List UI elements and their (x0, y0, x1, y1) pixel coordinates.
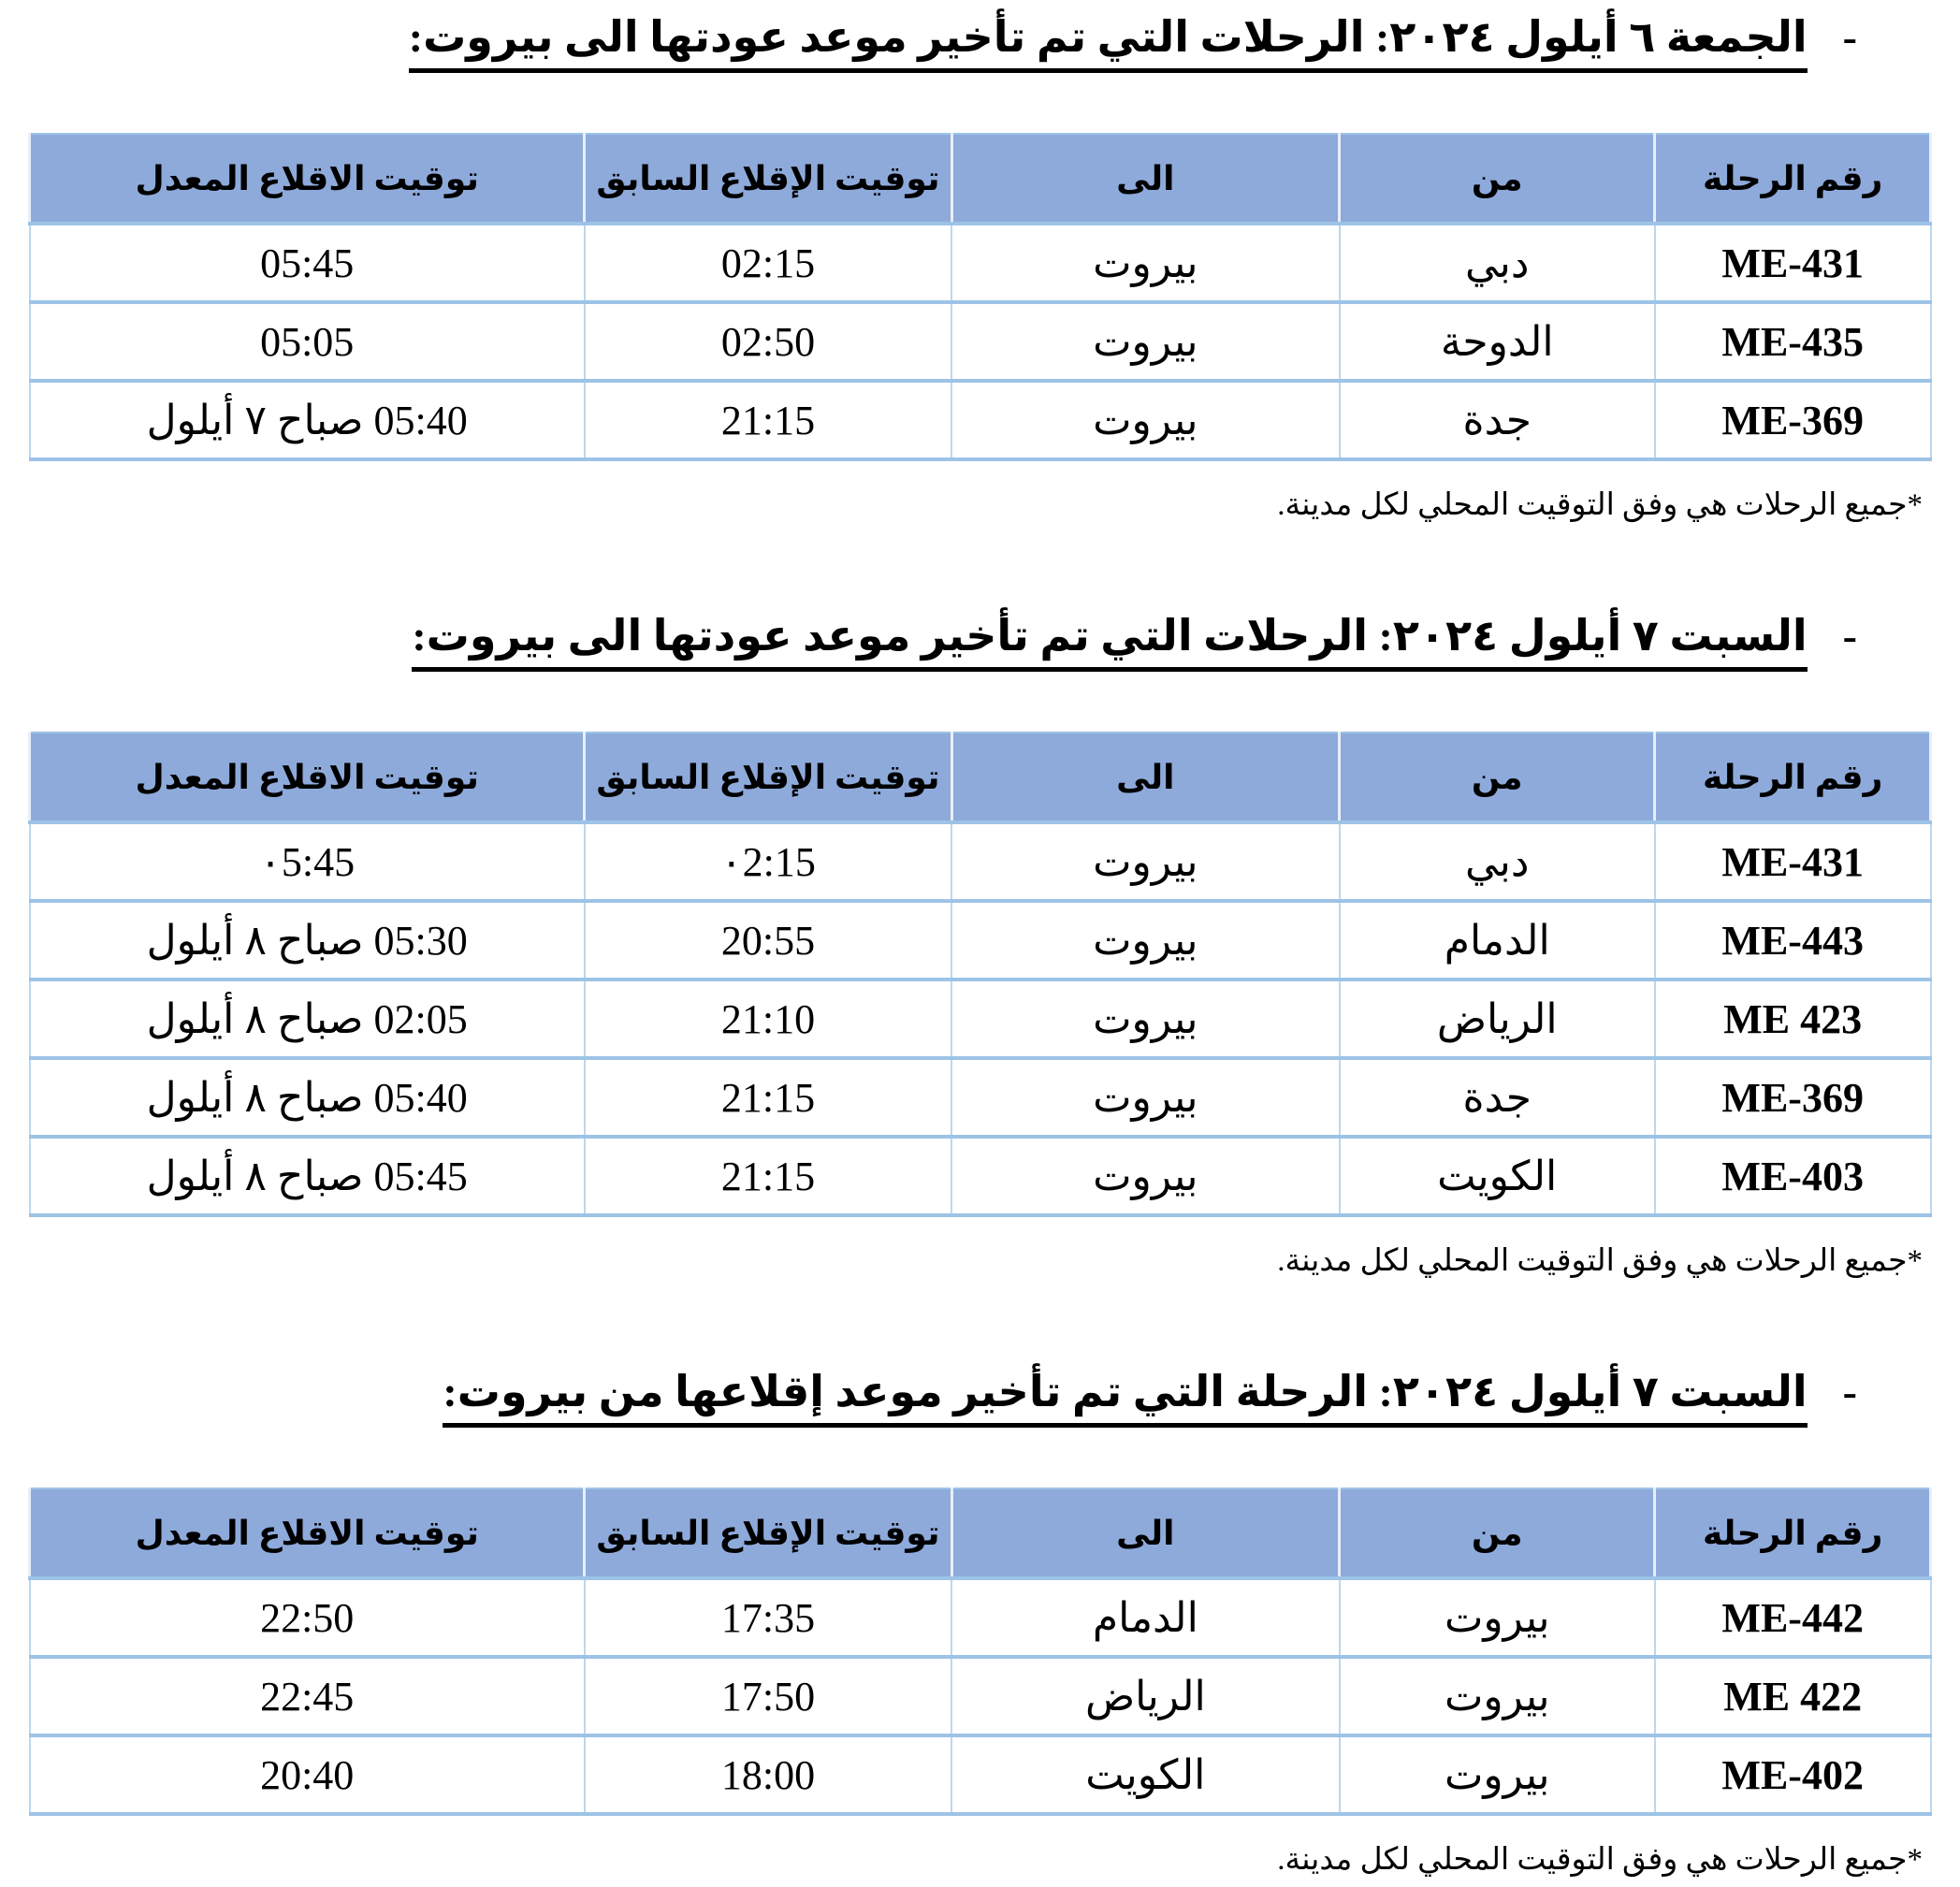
col-destination: الى (951, 134, 1340, 224)
flight-number-cell: ME-443 (1655, 901, 1931, 980)
delayed-departures-table-saturday (28, 1488, 1932, 1816)
delayed-returns-table-saturday (28, 732, 1932, 1217)
previous-departure-cell: ٠2:15 (585, 822, 951, 901)
col-revised-departure: توقيت الاقلاع المعدل (30, 134, 585, 224)
col-previous-departure: توقيت الإقلاع السابق (585, 733, 951, 822)
col-previous-departure: توقيت الإقلاع السابق (585, 1488, 951, 1578)
revised-departure-cell: 05:30 صباح ٨ أيلول (30, 901, 585, 980)
origin-cell: الرياض (1340, 980, 1655, 1058)
local-time-footnote: *جميع الرحلات هي وفق التوقيت المحلي لكل مدينة. (1277, 1843, 1923, 1878)
section-heading (28, 610, 1932, 672)
section-saturday-7-september-returns (28, 610, 1932, 1282)
previous-departure-cell: 21:15 (585, 381, 951, 459)
section-heading (28, 1366, 1932, 1428)
origin-cell: دبي (1340, 224, 1655, 302)
section-friday-6-september (28, 11, 1932, 526)
flight-number-cell: ME 422 (1655, 1657, 1931, 1735)
col-origin: من (1340, 1488, 1655, 1578)
destination-cell: بيروت (951, 381, 1340, 459)
flight-row (30, 822, 1931, 901)
origin-cell: بيروت (1340, 1578, 1655, 1657)
delayed-returns-table-friday (28, 133, 1932, 461)
flight-number-cell: ME-403 (1655, 1137, 1931, 1215)
col-flight-number: رقم الرحلة (1655, 134, 1931, 224)
local-time-footnote: *جميع الرحلات هي وفق التوقيت المحلي لكل مدينة. (1277, 488, 1923, 523)
flight-number-cell: ME-369 (1655, 381, 1931, 459)
origin-cell: جدة (1340, 381, 1655, 459)
previous-departure-cell: 17:50 (585, 1657, 951, 1735)
flight-row (30, 1735, 1931, 1814)
flight-row (30, 1137, 1931, 1215)
destination-cell: بيروت (951, 822, 1340, 901)
previous-departure-cell: 18:00 (585, 1735, 951, 1814)
previous-departure-cell: 02:50 (585, 302, 951, 381)
origin-cell: بيروت (1340, 1735, 1655, 1814)
revised-departure-cell: 02:05 صباح ٨ أيلول (30, 980, 585, 1058)
revised-departure-cell: 05:40 صباح ٨ أيلول (30, 1058, 585, 1137)
revised-departure-cell: 05:45 صباح ٨ أيلول (30, 1137, 585, 1215)
col-destination: الى (951, 1488, 1340, 1578)
destination-cell: الرياض (951, 1657, 1340, 1735)
revised-departure-cell: 22:45 (30, 1657, 585, 1735)
flight-row (30, 901, 1931, 980)
list-dash: - (1842, 13, 1857, 61)
destination-cell: الدمام (951, 1578, 1340, 1657)
destination-cell: بيروت (951, 901, 1340, 980)
revised-departure-cell: 05:05 (30, 302, 585, 381)
section-saturday-7-september-departures (28, 1366, 1932, 1880)
list-dash: - (1842, 1368, 1857, 1416)
origin-cell: جدة (1340, 1058, 1655, 1137)
previous-departure-cell: 21:15 (585, 1058, 951, 1137)
origin-cell: بيروت (1340, 1657, 1655, 1735)
flight-row (30, 1657, 1931, 1735)
origin-cell: الدمام (1340, 901, 1655, 980)
table-header-row (30, 1488, 1931, 1578)
revised-departure-cell: ٠5:45 (30, 822, 585, 901)
flight-row (30, 1578, 1931, 1657)
col-origin: من (1340, 134, 1655, 224)
col-flight-number: رقم الرحلة (1655, 733, 1931, 822)
previous-departure-cell: 21:10 (585, 980, 951, 1058)
previous-departure-cell: 02:15 (585, 224, 951, 302)
destination-cell: الكويت (951, 1735, 1340, 1814)
flight-row (30, 1058, 1931, 1137)
revised-departure-cell: 20:40 (30, 1735, 585, 1814)
flight-number-cell: ME-431 (1655, 224, 1931, 302)
col-origin: من (1340, 733, 1655, 822)
flight-number-cell: ME-435 (1655, 302, 1931, 381)
col-flight-number: رقم الرحلة (1655, 1488, 1931, 1578)
destination-cell: بيروت (951, 1058, 1340, 1137)
col-destination: الى (951, 733, 1340, 822)
flight-row (30, 381, 1931, 459)
col-previous-departure: توقيت الإقلاع السابق (585, 134, 951, 224)
flight-row (30, 224, 1931, 302)
table-header-row (30, 134, 1931, 224)
previous-departure-cell: 20:55 (585, 901, 951, 980)
revised-departure-cell: 22:50 (30, 1578, 585, 1657)
local-time-footnote: *جميع الرحلات هي وفق التوقيت المحلي لكل مدينة. (1277, 1244, 1923, 1279)
flight-number-cell: ME-402 (1655, 1735, 1931, 1814)
flight-number-cell: ME-442 (1655, 1578, 1931, 1657)
destination-cell: بيروت (951, 224, 1340, 302)
flight-row (30, 302, 1931, 381)
origin-cell: دبي (1340, 822, 1655, 901)
table-header-row (30, 733, 1931, 822)
destination-cell: بيروت (951, 1137, 1340, 1215)
previous-departure-cell: 17:35 (585, 1578, 951, 1657)
section-title: السبت ٧ أيلول ٢٠٢٤: الرحلات التي تم تأخير موعد عودتها الى بيروت: (412, 610, 1807, 672)
flight-number-cell: ME-431 (1655, 822, 1931, 901)
flight-row (30, 980, 1931, 1058)
flight-number-cell: ME-369 (1655, 1058, 1931, 1137)
flight-number-cell: ME 423 (1655, 980, 1931, 1058)
section-title: الجمعة ٦ أيلول ٢٠٢٤: الرحلات التي تم تأخير موعد عودتها الى بيروت: (409, 11, 1808, 73)
list-dash: - (1842, 612, 1857, 660)
revised-departure-cell: 05:40 صباح ٧ أيلول (30, 381, 585, 459)
origin-cell: الدوحة (1340, 302, 1655, 381)
col-revised-departure: توقيت الاقلاع المعدل (30, 1488, 585, 1578)
destination-cell: بيروت (951, 980, 1340, 1058)
section-title: السبت ٧ أيلول ٢٠٢٤: الرحلة التي تم تأخير موعد إقلاعها من بيروت: (443, 1366, 1807, 1428)
section-heading (28, 11, 1932, 73)
origin-cell: الكويت (1340, 1137, 1655, 1215)
previous-departure-cell: 21:15 (585, 1137, 951, 1215)
col-revised-departure: توقيت الاقلاع المعدل (30, 733, 585, 822)
destination-cell: بيروت (951, 302, 1340, 381)
revised-departure-cell: 05:45 (30, 224, 585, 302)
